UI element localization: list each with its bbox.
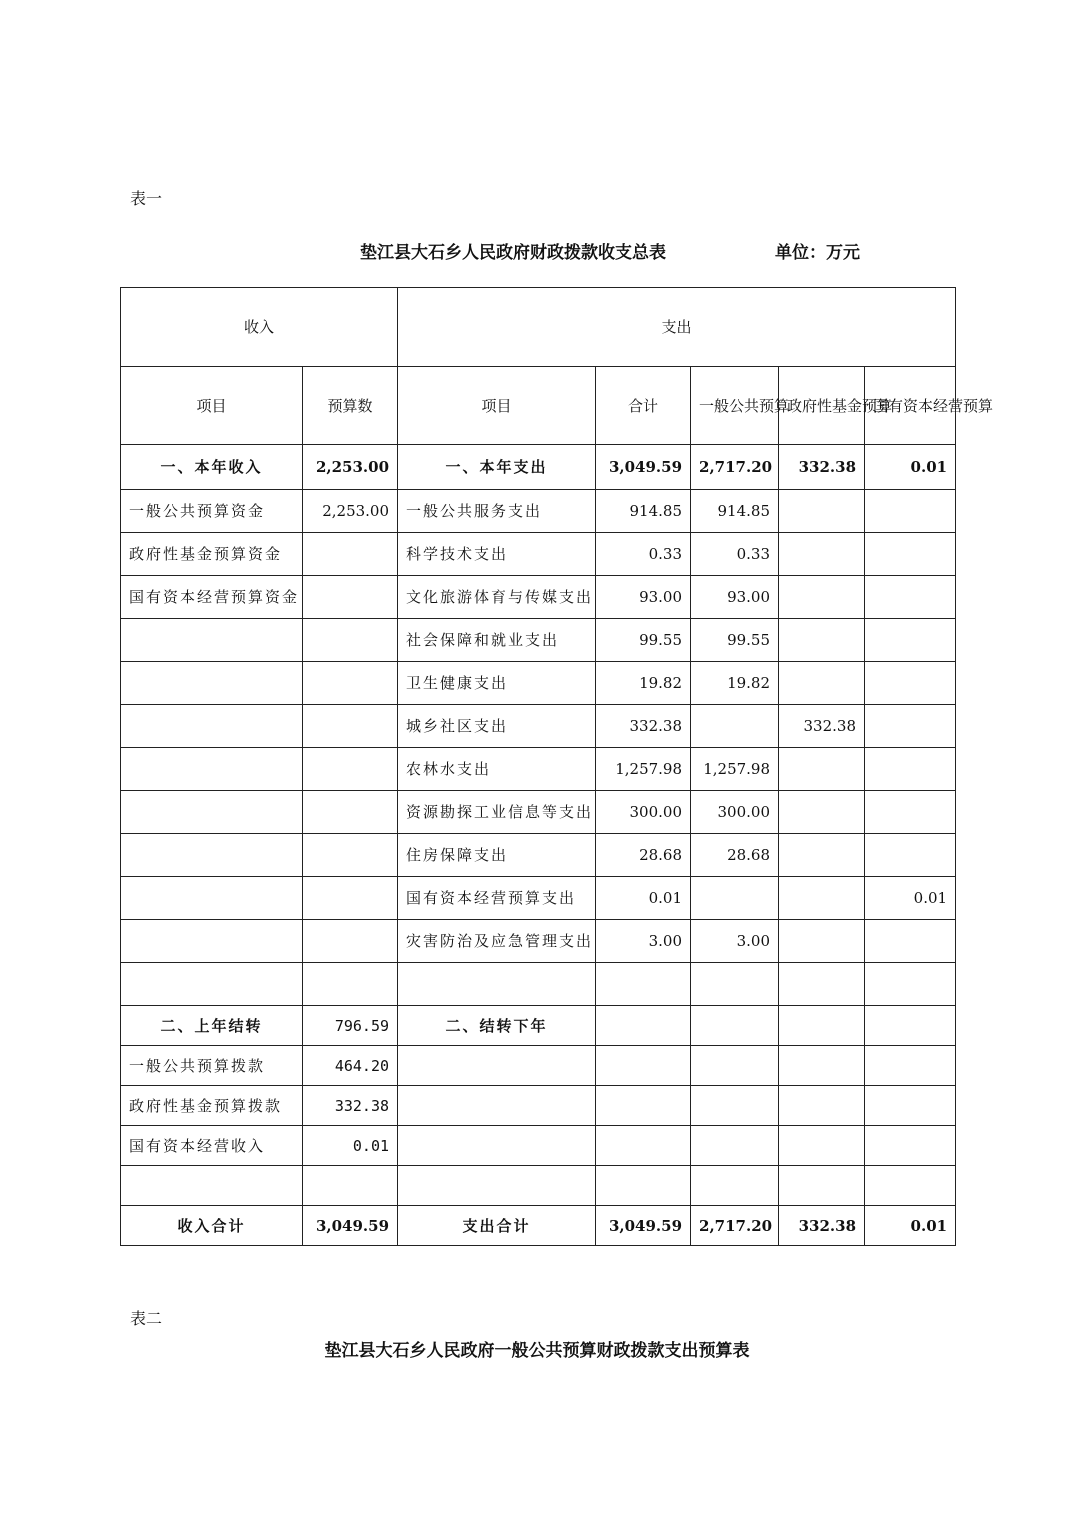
table-row xyxy=(121,705,956,748)
gov-fund-header: 政府性基金预算 xyxy=(779,367,865,445)
state-capital-cell xyxy=(865,705,956,748)
income-item-cell xyxy=(121,877,303,920)
expense-item-cell: 农林水支出 xyxy=(398,748,596,791)
expense-item-cell: 社会保障和就业支出 xyxy=(398,619,596,662)
general-budget-cell xyxy=(691,1166,779,1206)
income-budget-cell: 464.20 xyxy=(303,1046,398,1086)
table-row xyxy=(121,662,956,705)
income-budget-cell xyxy=(303,963,398,1006)
gov-fund-cell xyxy=(779,576,865,619)
total-cell: 28.68 xyxy=(596,834,691,877)
total-cell xyxy=(596,1166,691,1206)
state-capital-cell xyxy=(865,1166,956,1206)
expense-item-cell: 一般公共服务支出 xyxy=(398,490,596,533)
general-budget-cell xyxy=(691,877,779,920)
total-cell: 3,049.59 xyxy=(596,445,691,490)
total-header: 合计 xyxy=(596,367,691,445)
state-capital-cell xyxy=(865,963,956,1006)
gov-fund-cell: 332.38 xyxy=(779,1206,865,1246)
table-row xyxy=(121,1046,956,1086)
general-budget-cell: 99.55 xyxy=(691,619,779,662)
income-item-header: 项目 xyxy=(121,367,303,445)
income-budget-cell: 0.01 xyxy=(303,1126,398,1166)
gov-fund-cell: 332.38 xyxy=(779,705,865,748)
income-item-cell xyxy=(121,791,303,834)
income-budget-cell xyxy=(303,533,398,576)
table-row xyxy=(121,1006,956,1046)
state-capital-cell xyxy=(865,1126,956,1166)
income-budget-cell: 796.59 xyxy=(303,1006,398,1046)
general-budget-header: 一般公共预算 xyxy=(691,367,779,445)
income-budget-cell xyxy=(303,920,398,963)
state-capital-header: 国有资本经营预算 xyxy=(865,367,956,445)
income-item-cell xyxy=(121,963,303,1006)
gov-fund-cell xyxy=(779,834,865,877)
income-header: 收入 xyxy=(121,288,398,367)
total-cell: 332.38 xyxy=(596,705,691,748)
general-budget-cell: 300.00 xyxy=(691,791,779,834)
table-row xyxy=(121,1126,956,1166)
expense-item-cell: 一、本年支出 xyxy=(398,445,596,490)
gov-fund-cell xyxy=(779,619,865,662)
income-item-cell: 一般公共预算资金 xyxy=(121,490,303,533)
total-cell: 93.00 xyxy=(596,576,691,619)
summary-table xyxy=(120,287,994,1246)
total-cell: 300.00 xyxy=(596,791,691,834)
state-capital-cell: 0.01 xyxy=(865,1206,956,1246)
income-item-cell xyxy=(121,920,303,963)
gov-fund-cell xyxy=(779,920,865,963)
expense-item-cell xyxy=(398,1126,596,1166)
expense-item-cell: 城乡社区支出 xyxy=(398,705,596,748)
income-budget-cell xyxy=(303,791,398,834)
header-row-1 xyxy=(121,288,956,367)
gov-fund-cell xyxy=(779,490,865,533)
income-item-cell: 政府性基金预算拨款 xyxy=(121,1086,303,1126)
state-capital-cell xyxy=(865,533,956,576)
state-capital-cell xyxy=(865,1046,956,1086)
budget-header: 预算数 xyxy=(303,367,398,445)
income-budget-cell: 2,253.00 xyxy=(303,490,398,533)
income-budget-cell: 332.38 xyxy=(303,1086,398,1126)
total-cell xyxy=(596,1126,691,1166)
expense-item-cell: 卫生健康支出 xyxy=(398,662,596,705)
expense-item-cell: 二、结转下年 xyxy=(398,1006,596,1046)
general-budget-cell xyxy=(691,963,779,1006)
state-capital-cell xyxy=(865,748,956,791)
income-budget-cell: 2,253.00 xyxy=(303,445,398,490)
income-item-cell: 政府性基金预算资金 xyxy=(121,533,303,576)
table-row xyxy=(121,748,956,791)
state-capital-cell xyxy=(865,791,956,834)
income-budget-cell xyxy=(303,619,398,662)
general-budget-cell: 2,717.20 xyxy=(691,445,779,490)
table-row xyxy=(121,834,956,877)
state-capital-cell xyxy=(865,1006,956,1046)
gov-fund-cell: 332.38 xyxy=(779,445,865,490)
expense-item-cell xyxy=(398,1046,596,1086)
gov-fund-cell xyxy=(779,877,865,920)
gov-fund-cell xyxy=(779,1006,865,1046)
income-item-cell: 一般公共预算拨款 xyxy=(121,1046,303,1086)
table-row xyxy=(121,445,956,490)
total-cell xyxy=(596,963,691,1006)
income-item-cell: 收入合计 xyxy=(121,1206,303,1246)
income-item-cell xyxy=(121,1166,303,1206)
table-row xyxy=(121,576,956,619)
general-budget-cell: 3.00 xyxy=(691,920,779,963)
general-budget-cell xyxy=(691,1046,779,1086)
general-budget-cell: 19.82 xyxy=(691,662,779,705)
state-capital-cell xyxy=(865,576,956,619)
table-row xyxy=(121,619,956,662)
gov-fund-cell xyxy=(779,1086,865,1126)
income-item-cell: 一、本年收入 xyxy=(121,445,303,490)
income-item-cell: 国有资本经营收入 xyxy=(121,1126,303,1166)
expense-item-cell: 文化旅游体育与传媒支出 xyxy=(398,576,596,619)
expense-item-cell xyxy=(398,1086,596,1126)
gov-fund-cell xyxy=(779,1166,865,1206)
total-cell xyxy=(596,1046,691,1086)
total-cell: 0.33 xyxy=(596,533,691,576)
general-budget-cell: 914.85 xyxy=(691,490,779,533)
expense-item-cell: 科学技术支出 xyxy=(398,533,596,576)
general-budget-cell xyxy=(691,1086,779,1126)
income-budget-cell xyxy=(303,705,398,748)
income-budget-cell: 3,049.59 xyxy=(303,1206,398,1246)
expense-item-cell: 支出合计 xyxy=(398,1206,596,1246)
total-cell: 3,049.59 xyxy=(596,1206,691,1246)
total-cell: 19.82 xyxy=(596,662,691,705)
income-item-cell xyxy=(121,834,303,877)
table-row xyxy=(121,1166,956,1206)
expense-item-cell: 国有资本经营预算支出 xyxy=(398,877,596,920)
gov-fund-cell xyxy=(779,1046,865,1086)
state-capital-cell xyxy=(865,920,956,963)
table1-unit: 单位：万元 xyxy=(775,243,860,263)
table-row xyxy=(121,533,956,576)
total-cell: 0.01 xyxy=(596,877,691,920)
table2-title: 垫江县大石乡人民政府一般公共预算财政拨款支出预算表 xyxy=(324,1341,750,1361)
expense-header: 支出 xyxy=(398,288,956,367)
general-budget-cell xyxy=(691,1006,779,1046)
general-budget-cell: 1,257.98 xyxy=(691,748,779,791)
table-row xyxy=(121,490,956,533)
total-cell xyxy=(596,1086,691,1126)
income-item-cell: 国有资本经营预算资金 xyxy=(121,576,303,619)
income-item-cell xyxy=(121,662,303,705)
state-capital-cell: 0.01 xyxy=(865,445,956,490)
income-item-cell xyxy=(121,748,303,791)
total-cell: 3.00 xyxy=(596,920,691,963)
income-budget-cell xyxy=(303,1166,398,1206)
gov-fund-cell xyxy=(779,662,865,705)
table2-label: 表二 xyxy=(130,1309,163,1328)
table1-label: 表一 xyxy=(130,189,163,208)
income-budget-cell xyxy=(303,576,398,619)
general-budget-cell xyxy=(691,705,779,748)
table-row xyxy=(121,1086,956,1126)
expense-item-cell xyxy=(398,1166,596,1206)
total-cell xyxy=(596,1006,691,1046)
state-capital-cell: 0.01 xyxy=(865,877,956,920)
total-cell: 1,257.98 xyxy=(596,748,691,791)
gov-fund-cell xyxy=(779,748,865,791)
state-capital-cell xyxy=(865,490,956,533)
income-budget-cell xyxy=(303,877,398,920)
gov-fund-cell xyxy=(779,533,865,576)
income-budget-cell xyxy=(303,748,398,791)
income-budget-cell xyxy=(303,662,398,705)
header-row-2 xyxy=(121,367,956,445)
income-item-cell xyxy=(121,705,303,748)
state-capital-cell xyxy=(865,834,956,877)
gov-fund-cell xyxy=(779,791,865,834)
state-capital-cell xyxy=(865,619,956,662)
income-item-cell xyxy=(121,619,303,662)
income-item-cell: 二、上年结转 xyxy=(121,1006,303,1046)
total-cell: 99.55 xyxy=(596,619,691,662)
expense-item-cell xyxy=(398,963,596,1006)
general-budget-cell: 93.00 xyxy=(691,576,779,619)
expense-item-cell: 资源勘探工业信息等支出 xyxy=(398,791,596,834)
table1-title: 垫江县大石乡人民政府财政拨款收支总表 xyxy=(360,243,666,263)
state-capital-cell xyxy=(865,662,956,705)
expense-item-cell: 灾害防治及应急管理支出 xyxy=(398,920,596,963)
gov-fund-cell xyxy=(779,1126,865,1166)
general-budget-cell: 28.68 xyxy=(691,834,779,877)
income-budget-cell xyxy=(303,834,398,877)
table-row xyxy=(121,920,956,963)
general-budget-cell: 2,717.20 xyxy=(691,1206,779,1246)
expense-item-header: 项目 xyxy=(398,367,596,445)
total-cell: 914.85 xyxy=(596,490,691,533)
table-row xyxy=(121,791,956,834)
table-row xyxy=(121,963,956,1006)
table-row xyxy=(121,877,956,920)
expense-item-cell: 住房保障支出 xyxy=(398,834,596,877)
state-capital-cell xyxy=(865,1086,956,1126)
general-budget-cell xyxy=(691,1126,779,1166)
general-budget-cell: 0.33 xyxy=(691,533,779,576)
table-row xyxy=(121,1206,956,1246)
gov-fund-cell xyxy=(779,963,865,1006)
